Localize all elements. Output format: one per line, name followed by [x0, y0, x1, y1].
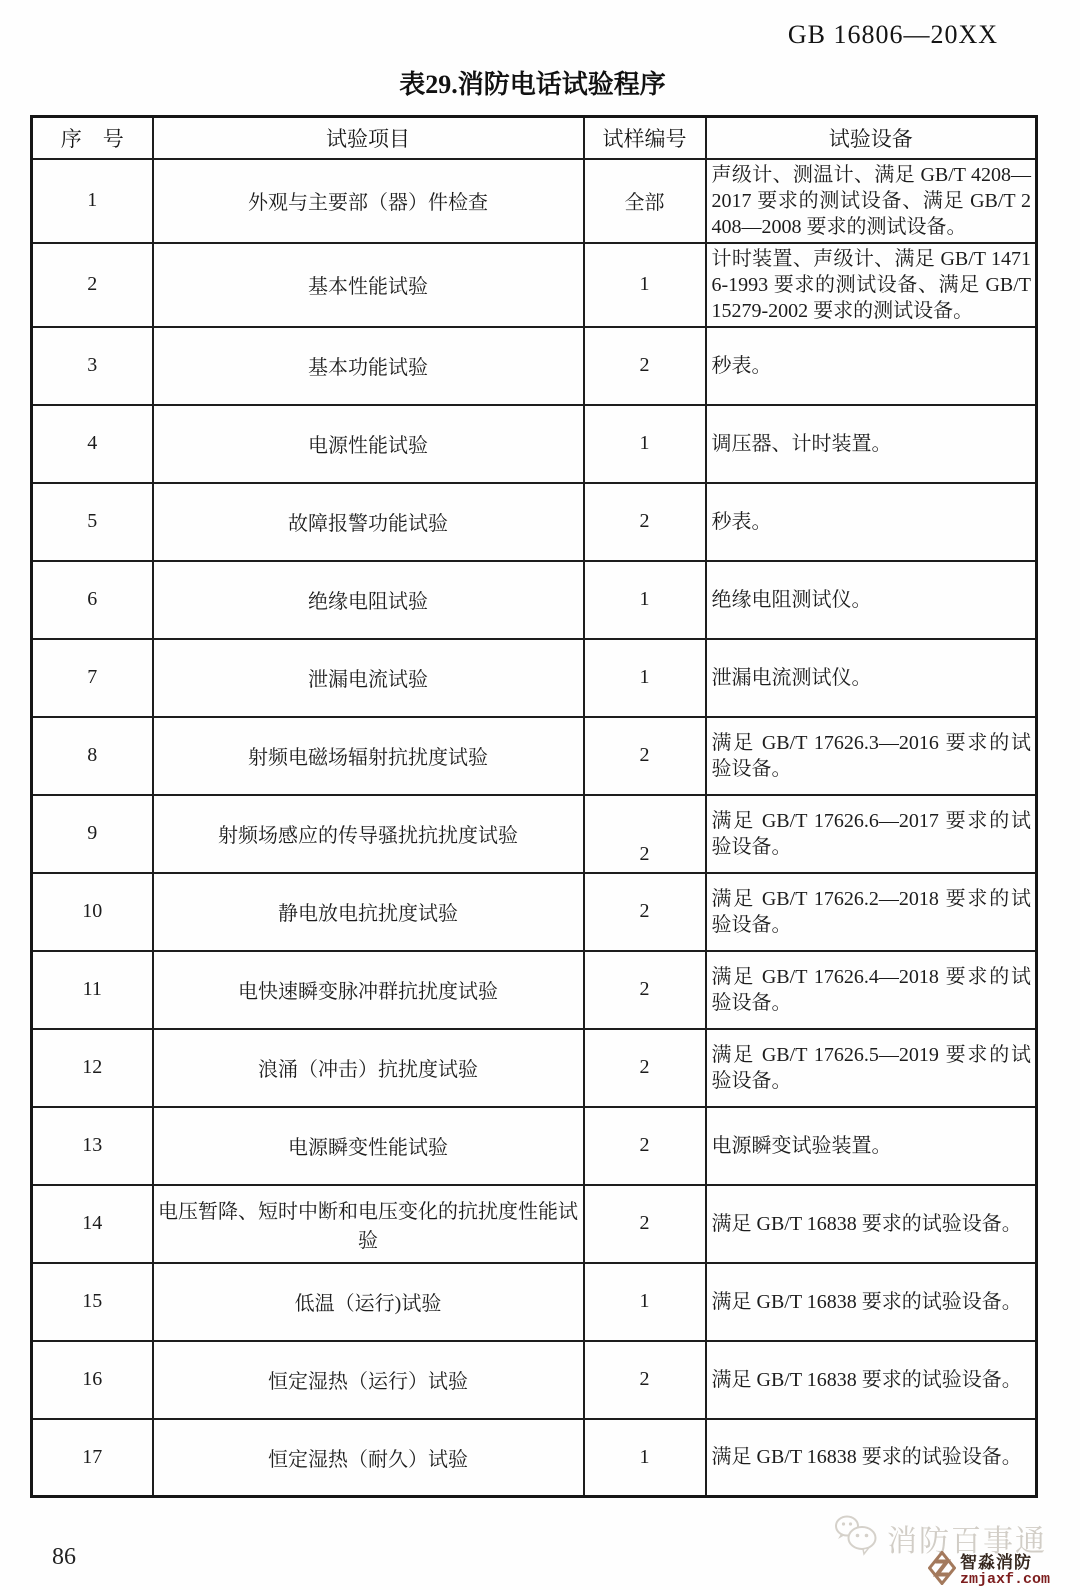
serial-number-cell: 2	[32, 243, 153, 327]
table-row	[32, 243, 1037, 327]
table-row	[32, 873, 1037, 951]
equipment-cell: 计时装置、声级计、满足 GB/T 14716-1993 要求的测试设备、满足 GB/T 15279-2002 要求的测试设备。	[706, 243, 1037, 327]
table-row	[32, 1341, 1037, 1419]
brand-name: 智淼消防	[959, 1552, 1032, 1572]
serial-number-cell: 4	[32, 405, 153, 483]
serial-number-cell: 12	[32, 1029, 153, 1107]
sample-number-cell: 2	[584, 1107, 706, 1185]
serial-number-cell: 8	[32, 717, 153, 795]
table-row	[32, 561, 1037, 639]
equipment-cell: 满足 GB/T 17626.5—2019 要求的试验设备。	[706, 1029, 1037, 1107]
equipment-cell: 秒表。	[706, 483, 1037, 561]
equipment-cell: 调压器、计时装置。	[706, 405, 1037, 483]
sample-number-cell: 2	[584, 327, 706, 405]
sample-number-cell: 1	[584, 405, 706, 483]
serial-number-cell: 13	[32, 1107, 153, 1185]
equipment-cell: 绝缘电阻测试仪。	[706, 561, 1037, 639]
serial-number-cell: 17	[32, 1419, 153, 1497]
column-header-sample-number: 试样编号	[584, 117, 706, 159]
test-item-cell: 射频场感应的传导骚扰抗扰度试验	[153, 795, 584, 873]
diamond-z-icon	[928, 1551, 956, 1590]
equipment-cell: 秒表。	[706, 327, 1037, 405]
wechat-bubbles-icon	[833, 1514, 881, 1561]
equipment-cell: 满足 GB/T 16838 要求的试验设备。	[706, 1185, 1037, 1263]
sample-number-cell: 1	[584, 243, 706, 327]
sample-number-cell: 2	[584, 795, 706, 873]
test-item-cell: 电压暂降、短时中断和电压变化的抗扰度性能试验	[153, 1185, 584, 1263]
test-procedure-table	[30, 115, 1038, 1498]
test-item-cell: 电源瞬变性能试验	[153, 1107, 584, 1185]
serial-number-cell: 1	[32, 159, 153, 243]
test-item-cell: 射频电磁场辐射抗扰度试验	[153, 717, 584, 795]
serial-number-cell: 10	[32, 873, 153, 951]
test-item-cell: 电快速瞬变脉冲群抗扰度试验	[153, 951, 584, 1029]
serial-number-cell: 9	[32, 795, 153, 873]
table-row	[32, 1185, 1037, 1263]
serial-number-cell: 14	[32, 1185, 153, 1263]
sample-number-cell: 2	[584, 483, 706, 561]
test-item-cell: 恒定湿热（耐久）试验	[153, 1419, 584, 1497]
sample-number-cell: 1	[584, 561, 706, 639]
table-header-row	[32, 117, 1037, 159]
test-item-cell: 浪涌（冲击）抗扰度试验	[153, 1029, 584, 1107]
test-item-cell: 电源性能试验	[153, 405, 584, 483]
sample-number-cell: 1	[584, 1263, 706, 1341]
table-row	[32, 717, 1037, 795]
serial-number-cell: 15	[32, 1263, 153, 1341]
table-row	[32, 405, 1037, 483]
sample-number-cell: 2	[584, 1341, 706, 1419]
watermark-text: 消防百事通	[887, 1524, 1047, 1558]
table-row	[32, 1107, 1037, 1185]
test-item-cell: 泄漏电流试验	[153, 639, 584, 717]
brand-site: zmjaxf.com	[959, 1570, 1050, 1588]
test-item-cell: 静电放电抗扰度试验	[153, 873, 584, 951]
table-row	[32, 159, 1037, 243]
sample-number-cell: 2	[584, 717, 706, 795]
sample-number-cell: 2	[584, 873, 706, 951]
equipment-cell: 满足 GB/T 16838 要求的试验设备。	[706, 1263, 1037, 1341]
equipment-cell: 满足 GB/T 17626.3—2016 要求的试验设备。	[706, 717, 1037, 795]
column-header-test-item: 试验项目	[153, 117, 584, 159]
table-row	[32, 1263, 1037, 1341]
test-item-cell: 外观与主要部（器）件检查	[153, 159, 584, 243]
brand-badge	[928, 1551, 1050, 1590]
table-row	[32, 951, 1037, 1029]
serial-number-cell: 6	[32, 561, 153, 639]
sample-number-cell: 全部	[584, 159, 706, 243]
equipment-cell: 满足 GB/T 16838 要求的试验设备。	[706, 1341, 1037, 1419]
table-row	[32, 639, 1037, 717]
serial-number-cell: 5	[32, 483, 153, 561]
equipment-cell: 电源瞬变试验装置。	[706, 1107, 1037, 1185]
sample-number-cell: 2	[584, 1029, 706, 1107]
equipment-cell: 满足 GB/T 17626.6—2017 要求的试验设备。	[706, 795, 1037, 873]
equipment-cell: 满足 GB/T 16838 要求的试验设备。	[706, 1419, 1037, 1497]
page-number: 86	[52, 1544, 76, 1570]
table-row	[32, 1419, 1037, 1497]
test-item-cell: 基本功能试验	[153, 327, 584, 405]
equipment-cell: 满足 GB/T 17626.2—2018 要求的试验设备。	[706, 873, 1037, 951]
test-item-cell: 故障报警功能试验	[153, 483, 584, 561]
table-row	[32, 327, 1037, 405]
equipment-cell: 泄漏电流测试仪。	[706, 639, 1037, 717]
equipment-cell: 声级计、测温计、满足 GB/T 4208—2017 要求的测试设备、满足 GB/T 2408—2008 要求的测试设备。	[706, 159, 1037, 243]
column-header-serial-number: 序 号	[32, 117, 153, 159]
standard-code: GB 16806—20XX	[787, 20, 998, 49]
table-row	[32, 1029, 1037, 1107]
serial-number-cell: 7	[32, 639, 153, 717]
table-row	[32, 795, 1037, 873]
serial-number-cell: 16	[32, 1341, 153, 1419]
sample-number-cell: 1	[584, 1419, 706, 1497]
serial-number-cell: 11	[32, 951, 153, 1029]
test-item-cell: 恒定湿热（运行）试验	[153, 1341, 584, 1419]
table-row	[32, 483, 1037, 561]
test-item-cell: 低温（运行)试验	[153, 1263, 584, 1341]
column-header-test-equipment: 试验设备	[706, 117, 1037, 159]
equipment-cell: 满足 GB/T 17626.4—2018 要求的试验设备。	[706, 951, 1037, 1029]
page-title: 表29.消防电话试验程序	[399, 70, 666, 99]
serial-number-cell: 3	[32, 327, 153, 405]
sample-number-cell: 2	[584, 1185, 706, 1263]
sample-number-cell: 1	[584, 639, 706, 717]
sample-number-cell: 2	[584, 951, 706, 1029]
test-item-cell: 绝缘电阻试验	[153, 561, 584, 639]
test-item-cell: 基本性能试验	[153, 243, 584, 327]
